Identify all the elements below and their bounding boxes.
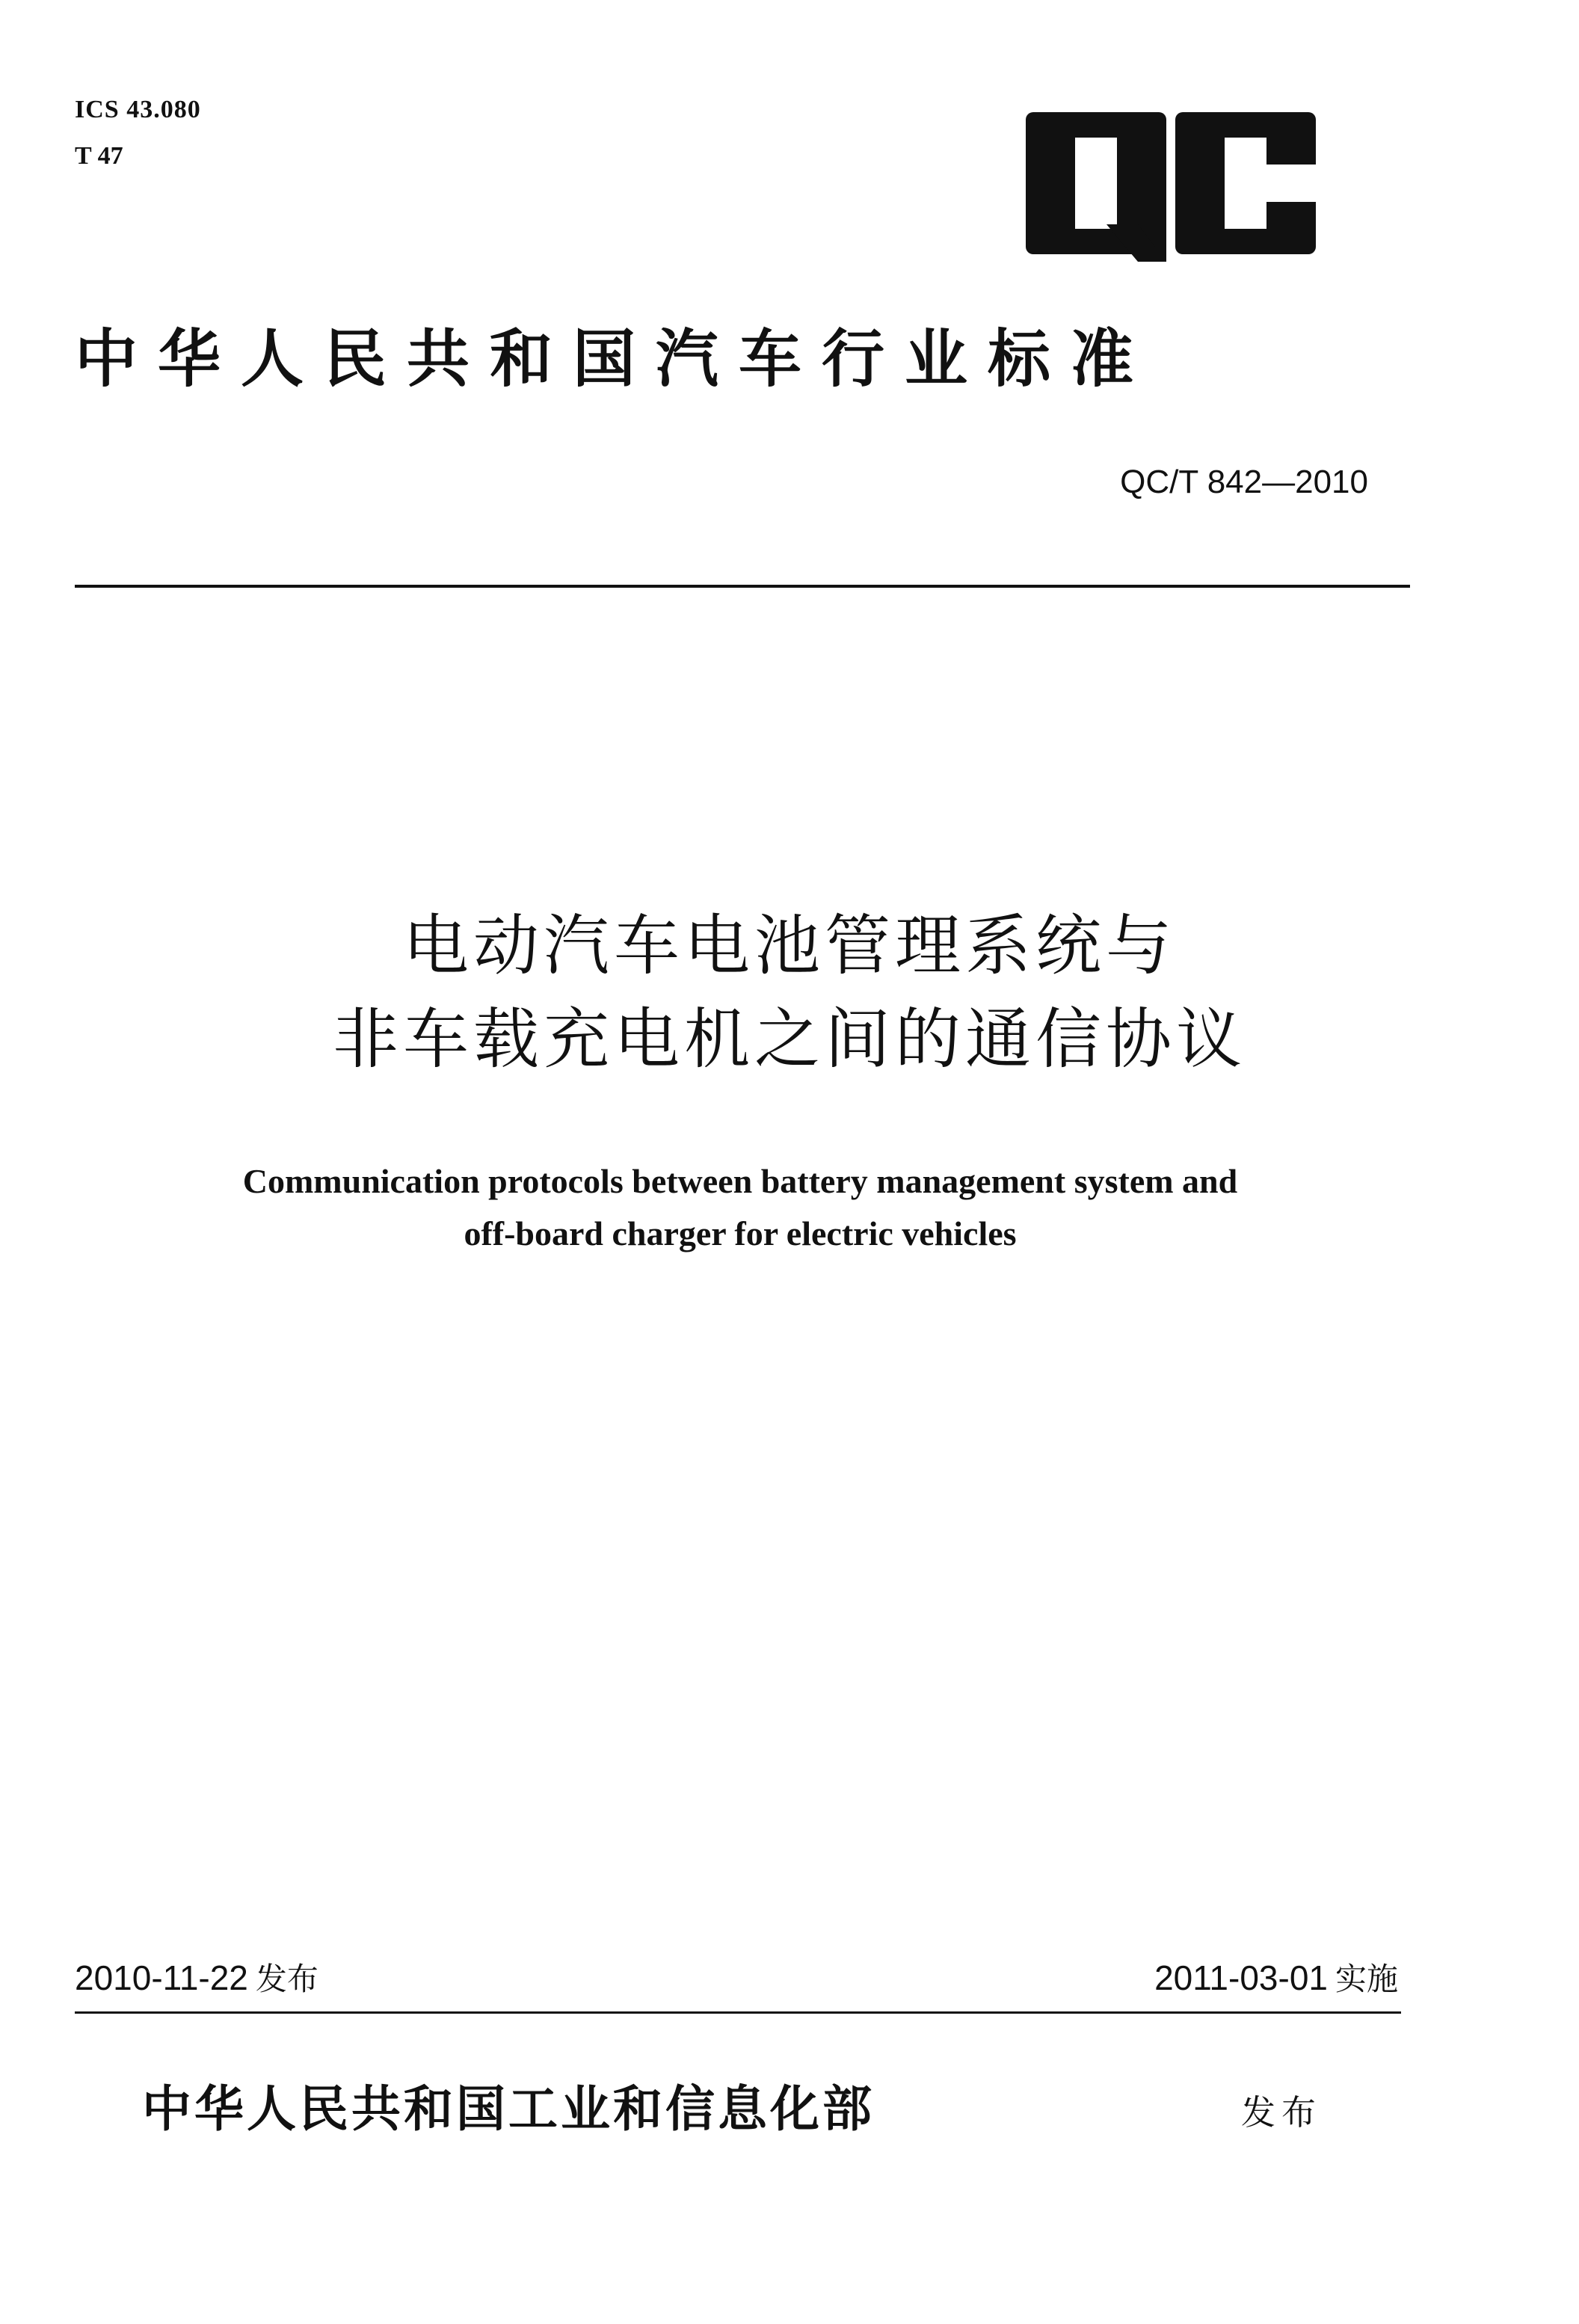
title-cn-line1: 电动汽车电池管理系统与 [402, 907, 1176, 984]
issue-label: 发布 [255, 1961, 318, 1997]
publish-label: 发布 [1241, 2092, 1322, 2133]
footer-divider [75, 2011, 1401, 2014]
standard-category: 中华人民共和国汽车行业标准 [75, 322, 1154, 396]
header-divider [75, 585, 1410, 588]
implement-date-block [1154, 1955, 1398, 2002]
issue-date-block [75, 1955, 318, 2002]
qc-logo [1026, 112, 1316, 262]
implement-date: 2011-03-01 [1154, 1958, 1328, 1997]
standard-number: QC/T 842—2010 [1120, 464, 1368, 500]
issue-date: 2010-11-22 [75, 1958, 248, 1997]
publisher-name: 中华人民共和国工业和信息化部 [142, 2079, 875, 2138]
ccs-code: T 47 [75, 142, 123, 170]
title-cn-line2: 非车载充电机之间的通信协议 [332, 1000, 1246, 1078]
ics-code: ICS 43.080 [75, 96, 201, 123]
implement-label: 实施 [1335, 1961, 1398, 1997]
title-en-line1: Communication protocols between battery management system and [242, 1162, 1238, 1200]
title-en-line2: off-board charger for electric vehicles [464, 1214, 1017, 1252]
